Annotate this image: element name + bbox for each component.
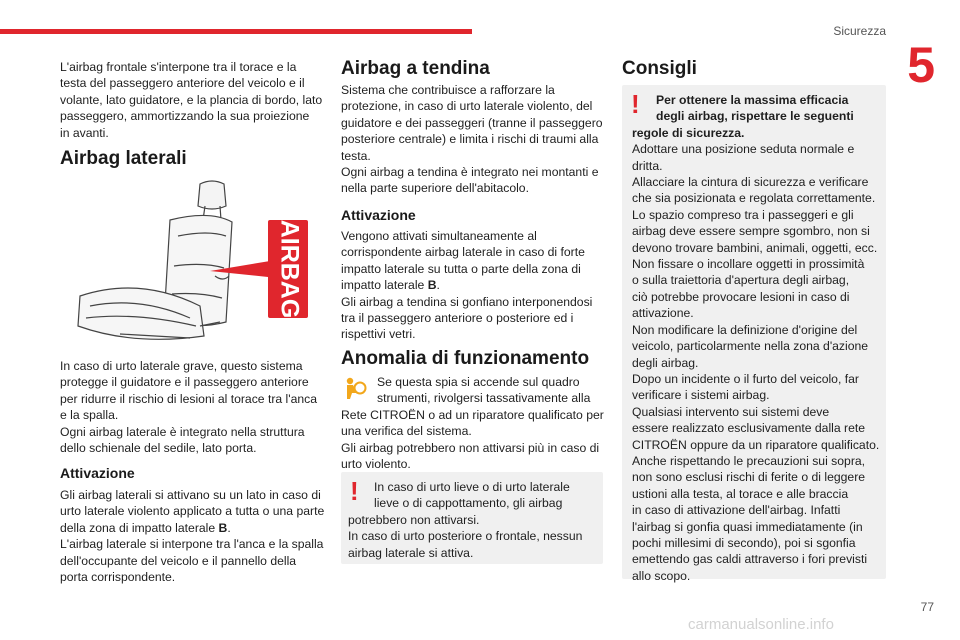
- side-activation-text: [60, 487, 325, 585]
- airbag-label: AIRBAG: [275, 219, 304, 319]
- text-line: regole di sicurezza.: [632, 125, 745, 140]
- text-line: Sistema che contribuisce a rafforzare la: [341, 83, 555, 97]
- seat-airbag-illustration: [60, 176, 325, 346]
- malfunction-text: [341, 374, 606, 472]
- text-line: ustioni alla testa, al torace e alle braccia: [632, 486, 849, 501]
- heading-side-airbags: Airbag laterali: [60, 148, 187, 169]
- text-line: airbag deve essere sempre sgombro, non si: [632, 224, 870, 239]
- text-line: Lo spazio compreso tra i passeggeri e gli: [632, 207, 854, 222]
- text-line: una verifica del sistema.: [341, 424, 472, 439]
- text-line: che sia posizionata e regolata correttamente.: [632, 191, 876, 206]
- text-line: Ogni airbag a tendina è integrato nei montanti e: [341, 165, 599, 180]
- text-line: Gli airbag a tendina si gonfiano interponendosi: [341, 294, 593, 309]
- header-accent-bar: [0, 29, 472, 34]
- text-line: posteriore centrale) e limita i rischi di traumi alla: [341, 132, 599, 147]
- text-line: Se questa spia si accende sul quadro: [377, 375, 580, 389]
- text-line: Ogni airbag laterale è integrato nella struttura: [60, 424, 305, 439]
- text-line: Vengono attivati simultaneamente al: [341, 229, 537, 243]
- curtain-airbag-description: [341, 82, 606, 197]
- text-line: dritta.: [632, 158, 663, 173]
- advice-box: [622, 85, 886, 583]
- text-line: ciò potrebbe provocare lesioni in caso di: [632, 289, 850, 304]
- warning-exclamation-icon: !: [350, 476, 359, 506]
- text-line: [341, 277, 606, 293]
- text-span: impatto laterale: [341, 278, 428, 293]
- text-line: In caso di urto laterale grave, questo sistema: [60, 359, 303, 373]
- text-line: L'airbag laterale si interpone tra l'anca e la spalla: [60, 537, 324, 552]
- heading-activation-side: Attivazione: [60, 465, 135, 481]
- text-line: dell'occupante del veicolo e il pannello della: [60, 553, 297, 568]
- text-line: in avanti.: [60, 125, 109, 140]
- text-line: rispettivi vetri.: [341, 327, 416, 342]
- text-line: devono trovare bambini, animali, oggetti, ecc.: [632, 240, 878, 255]
- text-line: attivazione.: [632, 306, 694, 321]
- text-line: guidatore e dei passeggeri (tranne il passeggero: [341, 115, 603, 130]
- text-line: urto laterale violento applicato a tutta o una parte: [60, 504, 325, 519]
- text-line: Non modificare la definizione d'origine del: [632, 322, 858, 337]
- text-line: allo scopo.: [632, 568, 691, 583]
- text-line: corrispondente airbag laterale in caso di forte: [341, 245, 585, 260]
- text-line: [60, 520, 325, 536]
- text-line: l'airbag si gonfia quasi immediatamente (in: [632, 519, 863, 534]
- text-line: degli airbag, rispettare le seguenti: [656, 109, 854, 124]
- text-line: tra il passeggero anteriore o posteriore ed i: [341, 311, 574, 326]
- text-line: e la spalla.: [60, 408, 119, 423]
- text-line: porta corrispondente.: [60, 570, 176, 585]
- chapter-number: 5: [907, 37, 935, 93]
- text-line: protegge il guidatore e il passeggero anteriore: [60, 375, 309, 390]
- text-line: Rete CITROËN o ad un riparatore qualificato per: [341, 407, 604, 422]
- text-line: Dopo un incidente o il furto del veicolo, far: [632, 371, 859, 386]
- text-line: volante, lato guidatore, e la plancia di bordo, lato: [60, 92, 323, 107]
- text-line: CITROËN oppure da un riparatore qualificato.: [632, 437, 880, 452]
- text-line: testa.: [341, 148, 371, 163]
- text-line: Allacciare la cintura di sicurezza e verificare: [632, 175, 869, 190]
- text-line: L'airbag frontale s'interpone tra il torace e la: [60, 60, 297, 74]
- text-line: verificare i sistemi airbag.: [632, 388, 770, 403]
- side-airbag-description: [60, 358, 325, 456]
- text-line: In caso di urto lieve o di urto laterale: [374, 480, 570, 494]
- text-span: .: [436, 278, 440, 293]
- text-line: essere realizzato esclusivamente dalla rete: [632, 421, 866, 436]
- text-line: passeggero, ammortizzando la sua proiezione: [60, 109, 310, 124]
- text-line: in caso di attivazione dell'airbag. Infatti: [632, 503, 841, 518]
- text-span: .: [227, 520, 231, 535]
- advice-text: [631, 89, 882, 584]
- text-line: Non fissare o incollare oggetti in prossimità: [632, 257, 865, 272]
- text-line: veicolo, particolarmente nella zona d'azione: [632, 339, 869, 354]
- warning-text: [348, 476, 600, 561]
- heading-malfunction: Anomalia di funzionamento: [341, 348, 590, 369]
- intro-paragraph: [60, 59, 325, 141]
- text-line: In caso di urto posteriore o frontale, nessun: [348, 529, 583, 544]
- text-line: impatto laterale su tutta o parte della zona di: [341, 261, 581, 276]
- text-line: protezione, in caso di urto laterale violento, del: [341, 99, 593, 114]
- text-line: Adottare una posizione seduta normale e: [632, 142, 855, 157]
- watermark: carmanualsonline.info: [688, 616, 834, 633]
- heading-curtain-airbags: Airbag a tendina: [341, 58, 490, 79]
- text-line: dello schienale del sedile, lato porta.: [60, 441, 257, 456]
- text-line: degli airbag.: [632, 355, 699, 370]
- curtain-activation-text: [341, 228, 606, 343]
- page-number: 77: [920, 600, 934, 614]
- text-line: per ridurre il rischio di lesioni al torace tra l'anca: [60, 391, 318, 406]
- heading-activation-curtain: Attivazione: [341, 207, 416, 223]
- text-line: Gli airbag potrebbero non attivarsi più in caso di: [341, 440, 600, 455]
- text-span: della zona di impatto laterale: [60, 520, 219, 535]
- zone-reference: B: [218, 520, 228, 535]
- text-line: pochi millesimi di secondo), poi si sgonfia: [632, 535, 856, 550]
- text-line: nella parte superiore dell'abitacolo.: [341, 181, 529, 196]
- warning-exclamation-icon: !: [631, 89, 640, 119]
- text-line: urto violento.: [341, 457, 411, 472]
- text-line: strumenti, rivolgersi tassativamente alla: [377, 391, 591, 406]
- text-line: Gli airbag laterali si attivano su un lato in caso di: [60, 488, 321, 502]
- section-name: Sicurezza: [833, 24, 886, 38]
- text-line: Per ottenere la massima efficacia: [656, 93, 849, 107]
- text-line: lieve o di cappottamento, gli airbag: [374, 496, 563, 511]
- zone-reference: B: [427, 278, 437, 293]
- text-line: airbag laterale si attiva.: [348, 545, 474, 560]
- heading-advice: Consigli: [622, 58, 697, 79]
- text-line: emettendo gas caldi attraverso i fori previsti: [632, 552, 868, 567]
- text-line: o sulla traiettoria d'apertura degli airbag,: [632, 273, 850, 288]
- text-line: Anche rispettando le precauzioni sui sopra,: [632, 453, 866, 468]
- warning-box-curtain: [341, 472, 603, 564]
- text-line: potrebbero non attivarsi.: [348, 512, 480, 527]
- text-line: Qualsiasi intervento sui sistemi deve: [632, 404, 830, 419]
- text-line: testa del passeggero anteriore del veicolo e il: [60, 76, 305, 91]
- text-line: non sono esclusi rischi di ferite o di leggere: [632, 470, 866, 485]
